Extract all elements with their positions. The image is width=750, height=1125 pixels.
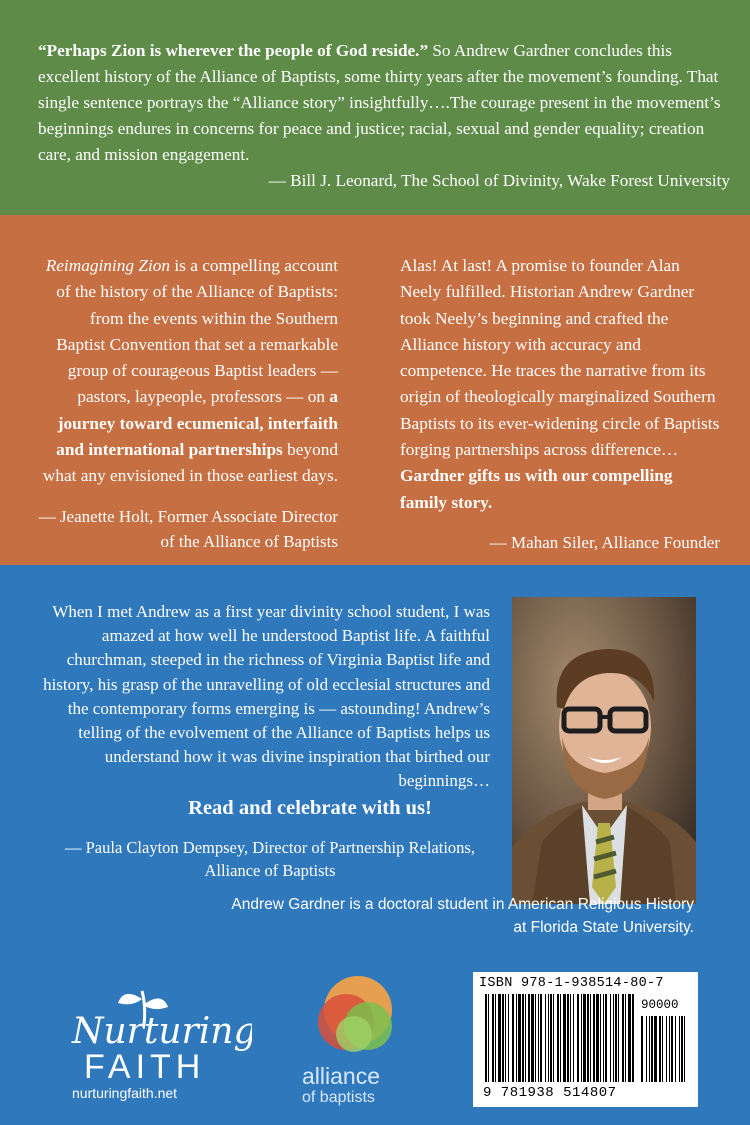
nurturing-faith-logo	[62, 985, 252, 1103]
quote-leonard-body: So Andrew Gardner concludes this excellent history of the Alliance of Baptists, some thirty years after the movement’s founding. That single sentence portrays the “Alliance story” insightfully….The courage present in the movement’s beginnings endures in concerns for peace and justice; racial, sexual and gender equality; creation care, and mission engagement.	[38, 41, 721, 164]
author-bio	[180, 893, 694, 939]
quote-holt-part2: beyond what any envisioned in those earliest days.	[42, 440, 338, 486]
isbn-label: ISBN 978-1-938514-80-7	[479, 976, 664, 991]
author-bio-line1: Andrew Gardner is a doctoral student in American Religious History	[231, 896, 694, 913]
isbn-barcode	[473, 972, 698, 1107]
quote-siler	[400, 253, 720, 516]
of-baptists-wordmark: of baptists	[302, 1089, 375, 1106]
attribution-holt: — Jeanette Holt, Former Associate Director of the Alliance of Baptists	[38, 506, 338, 551]
quote-holt-part1: is a compelling account of the history of the Alliance of Baptists: from the events within the Southern Baptist Convention that set a remarkable group of courageous Baptist leaders — pastors, laypeople, professors — on	[56, 256, 338, 407]
attribution-dempsey: — Paula Clayton Dempsey, Director of Partnership Relations, Alliance of Baptists	[65, 837, 475, 880]
nurturing-url: nurturingfaith.net	[72, 1085, 178, 1101]
portrait-photo-icon	[512, 597, 696, 904]
call-to-action: Read and celebrate with us!	[188, 796, 432, 819]
endorsements-middle	[0, 215, 750, 565]
quote-dempsey: When I met Andrew as a first year divinity school student, I was amazed at how well he understood Baptist life. A faithful churchman, steeped in the richness of Virginia Baptist life and history, his grasp of the unravelling of old ecclesial structures and the contemporary forms emerging is — astounding! Andrew’s telling of the evolvement of the Alliance of Baptists helps us understand how it was divine inspiration that birthed our beginnings…	[43, 602, 490, 791]
endorsement-siler	[400, 253, 720, 555]
sprout-icon	[62, 985, 252, 1103]
author-section	[0, 565, 750, 1125]
alliance-wordmark: alliance	[302, 1063, 380, 1089]
price-code: 90000	[641, 998, 679, 1012]
nurturing-wordmark: Nurturing	[72, 1011, 252, 1052]
ean-number: 9 781938 514807	[483, 1085, 617, 1101]
book-title: Reimagining Zion	[45, 256, 171, 275]
quote-siler-body: Alas! At last! A promise to founder Alan Neely fulfilled. Historian Andrew Gardner took Neely’s beginning and crafted the Alliance history with accuracy and competence. He traces the narrative from its origin of theologically marginalized Southern Baptists to its ever-widening circle of Baptists forging partnerships across difference…	[400, 256, 720, 460]
quote-holt-highlight: a journey toward ecumenical, interfaith and international partnerships	[56, 387, 338, 460]
endorsement-leonard	[0, 0, 750, 215]
endorsement-holt	[38, 253, 338, 554]
alliance-circles-icon	[298, 972, 418, 1108]
endorsement-dempsey	[30, 600, 490, 882]
faith-wordmark: FAITH	[84, 1048, 206, 1086]
author-bio-line2: at Florida State University.	[513, 919, 694, 936]
author-photo	[512, 597, 696, 904]
attribution-leonard: — Bill J. Leonard, The School of Divinity, Wake Forest University	[268, 171, 730, 190]
alliance-of-baptists-logo	[298, 972, 418, 1108]
quote-siler-highlight: Gardner gifts us with our compelling family story.	[400, 466, 673, 512]
attribution-siler: — Mahan Siler, Alliance Founder	[489, 532, 720, 552]
quote-leonard-lead: “Perhaps Zion is wherever the people of God reside.”	[38, 41, 429, 60]
quote-holt	[38, 253, 338, 490]
quote-leonard	[38, 38, 730, 168]
